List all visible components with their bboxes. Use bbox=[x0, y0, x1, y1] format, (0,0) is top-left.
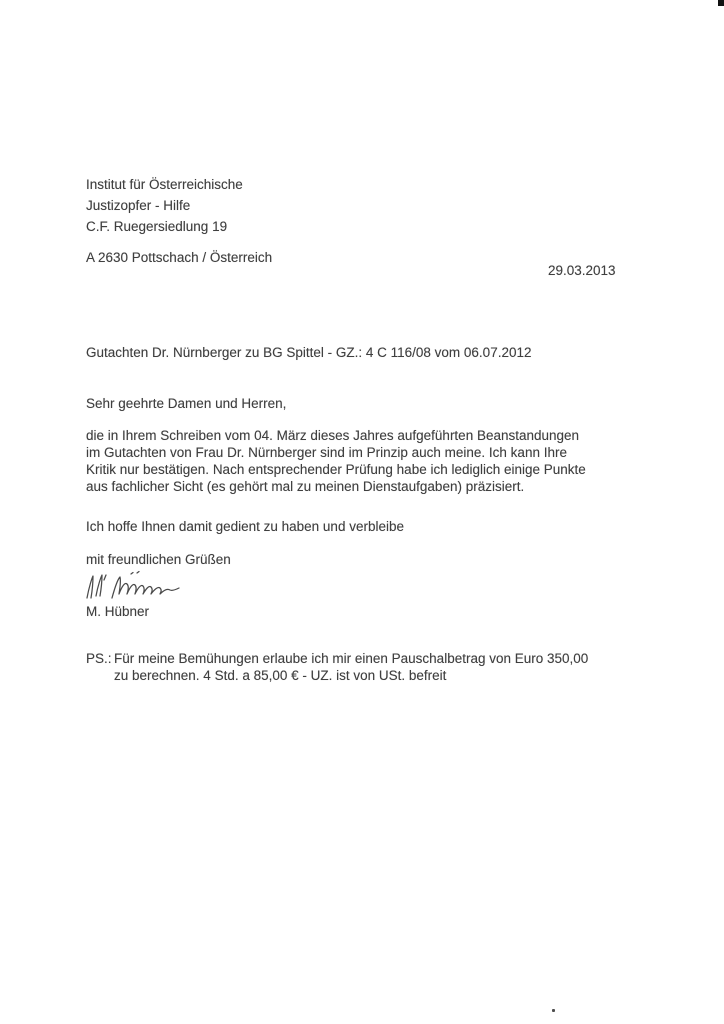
body-line-1: die in Ihrem Schreiben vom 04. März dieses Jahres aufgeführten Beanstandungen bbox=[86, 428, 580, 443]
sender-line-3: C.F. Ruegersiedlung 19 bbox=[86, 219, 228, 234]
body-line-2: im Gutachten von Frau Dr. Nürnberger sind im Prinzip auch meine. Ich kann Ihre bbox=[86, 445, 567, 460]
scan-artifact-speck bbox=[552, 1009, 555, 1012]
postscript-line-2: zu berechnen. 4 Std. a 85,00 € - UZ. ist von USt. befreit bbox=[114, 668, 447, 683]
body-line-4: aus fachlicher Sicht (es gehört mal zu meinen Dienstaufgaben) präzisiert. bbox=[86, 479, 525, 494]
closing-line: mit freundlichen Grüßen bbox=[86, 552, 231, 567]
salutation: Sehr geehrte Damen und Herren, bbox=[86, 396, 287, 411]
signer-name: M. Hübner bbox=[86, 604, 150, 619]
subject-line: Gutachten Dr. Nürnberger zu BG Spittel - GZ.: 4 C 116/08 vom 06.07.2012 bbox=[86, 345, 532, 360]
hope-line: Ich hoffe Ihnen damit gedient zu haben und verbleibe bbox=[86, 519, 404, 534]
postscript-label: PS.: bbox=[86, 651, 112, 666]
sender-line-2: Justizopfer - Hilfe bbox=[86, 198, 191, 213]
body-line-3: Kritik nur bestätigen. Nach entsprechender Prüfung habe ich lediglich einige Punkte bbox=[86, 462, 586, 477]
letter-date: 29.03.2013 bbox=[548, 263, 616, 278]
handwritten-signature bbox=[82, 567, 222, 607]
scan-artifact-corner-mark bbox=[718, 0, 724, 6]
postscript-line-1: Für meine Bemühungen erlaube ich mir einen Pauschalbetrag von Euro 350,00 bbox=[114, 651, 589, 666]
sender-line-1: Institut für Österreichische bbox=[86, 177, 243, 192]
sender-city-line: A 2630 Pottschach / Österreich bbox=[86, 250, 273, 265]
